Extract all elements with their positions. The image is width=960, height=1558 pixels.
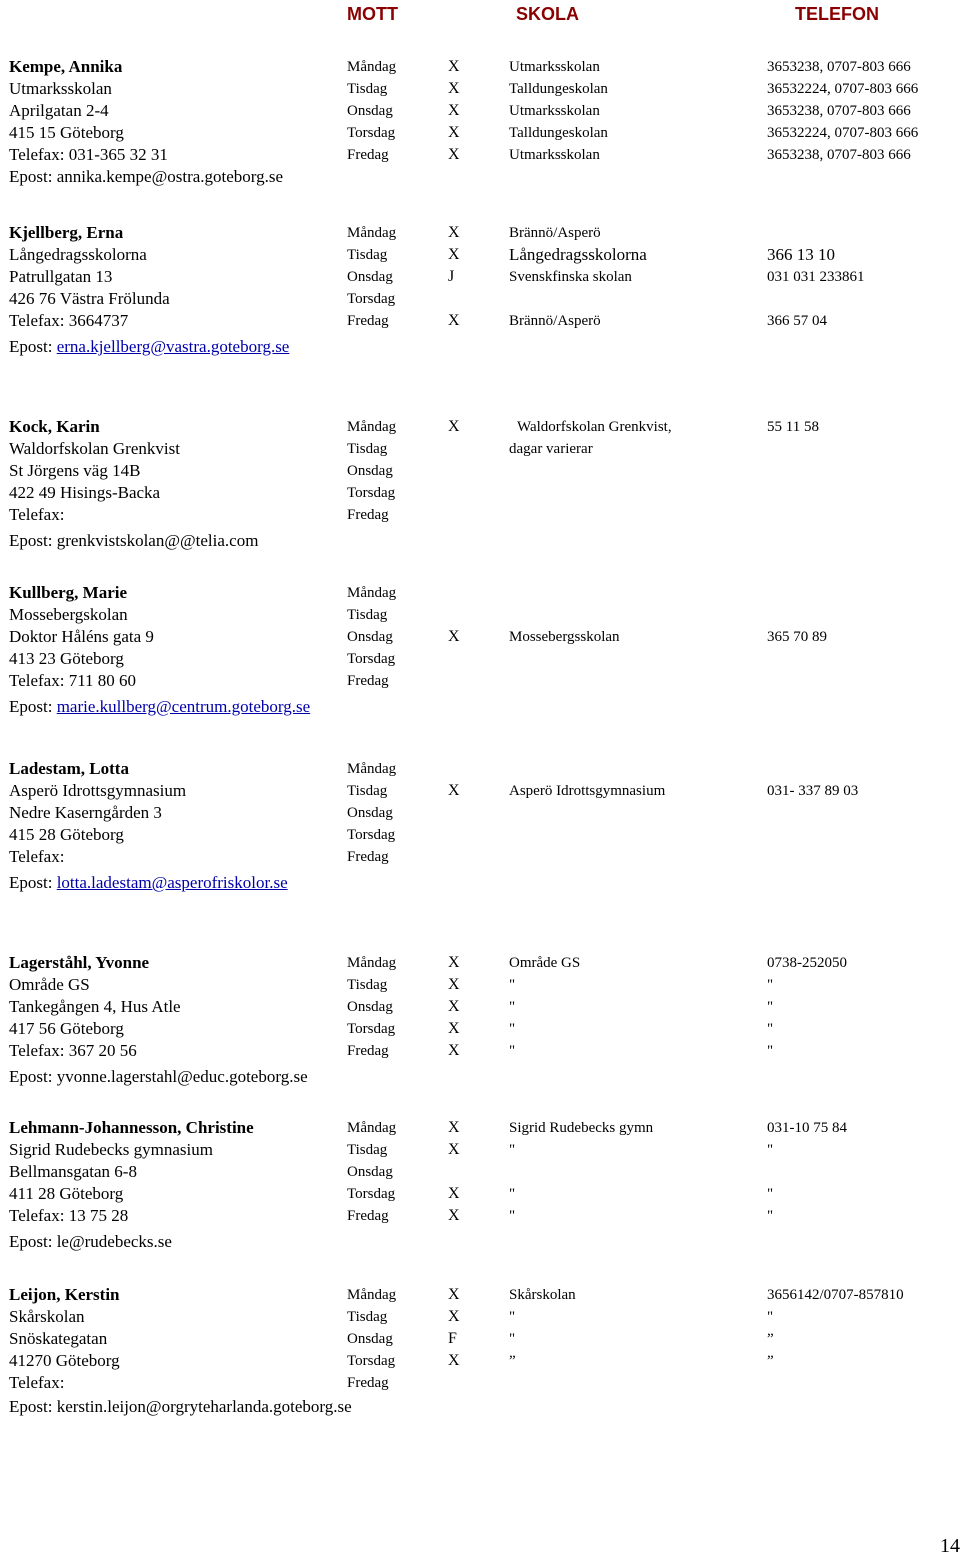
contact-entry	[0, 56, 960, 186]
weekday: Fredag	[347, 673, 389, 689]
attendance-mark: X	[448, 246, 460, 263]
school-phone: 366 13 10	[767, 245, 835, 264]
schedule-row	[0, 780, 960, 802]
contact-info: 422 49 Hisings-Backa	[9, 483, 161, 502]
contact-entry	[0, 1284, 960, 1416]
contact-info: 426 76 Västra Frölunda	[9, 289, 170, 308]
contact-info: Telefax:	[9, 847, 65, 866]
weekday: Fredag	[347, 849, 389, 865]
weekday: Torsdag	[347, 485, 396, 501]
email-line	[9, 1231, 172, 1253]
school-name: "	[509, 1331, 516, 1347]
contact-info: Bellmansgatan 6-8	[9, 1162, 137, 1181]
school-name: ”	[509, 1353, 516, 1369]
email-line	[9, 1066, 308, 1088]
schedule-row	[0, 266, 960, 288]
schedule-row	[0, 100, 960, 122]
email-line	[9, 872, 288, 894]
contact-info: Waldorfskolan Grenkvist	[9, 439, 180, 458]
attendance-mark: X	[448, 1119, 460, 1136]
contact-name: Ladestam, Lotta	[9, 759, 129, 778]
attendance-mark: X	[448, 124, 460, 141]
weekday: Torsdag	[347, 1186, 396, 1202]
school-phone: 3653238, 0707-803 666	[767, 147, 911, 163]
schedule-row	[0, 996, 960, 1018]
contact-info: Patrullgatan 13	[9, 267, 113, 286]
weekday: Måndag	[347, 419, 397, 435]
schedule-row	[0, 1139, 960, 1161]
school-name: Talldungeskolan	[509, 125, 608, 141]
schedule-row	[0, 1018, 960, 1040]
email-line	[9, 1396, 352, 1418]
school-phone: "	[767, 1043, 774, 1059]
weekday: Onsdag	[347, 1164, 393, 1180]
contact-info: Telefax: 367 20 56	[9, 1041, 137, 1060]
email-address: grenkvistskolan@@telia.com	[56, 531, 259, 550]
weekday: Tisdag	[347, 977, 388, 993]
school-name: "	[509, 1043, 516, 1059]
contact-info: 417 56 Göteborg	[9, 1019, 124, 1038]
email-label: Epost:	[9, 873, 53, 892]
attendance-mark: X	[448, 782, 460, 799]
contact-info: Mossebergskolan	[9, 605, 128, 624]
attendance-mark: X	[448, 1020, 460, 1037]
attendance-mark: X	[448, 224, 460, 241]
contact-info: Asperö Idrottsgymnasium	[9, 781, 187, 800]
contact-entry	[0, 416, 960, 550]
header-mott: MOTT	[347, 4, 398, 24]
attendance-mark: X	[448, 312, 460, 329]
schedule-row	[0, 1372, 960, 1394]
schedule-row	[0, 604, 960, 626]
school-name: Brännö/Asperö	[509, 225, 601, 241]
school-phone: ”	[767, 1353, 774, 1369]
contact-name: Kjellberg, Erna	[9, 223, 124, 242]
school-name: Svenskfinska skolan	[509, 269, 632, 285]
contact-info: Telefax: 3664737	[9, 311, 129, 330]
contact-info: Utmarksskolan	[9, 79, 112, 98]
schedule-row	[0, 1040, 960, 1062]
school-phone: 0738-252050	[767, 955, 847, 971]
email-label: Epost:	[9, 1067, 53, 1086]
email-label: Epost:	[9, 167, 53, 186]
attendance-mark: X	[448, 1141, 460, 1158]
school-phone: 3653238, 0707-803 666	[767, 59, 911, 75]
schedule-row	[0, 1117, 960, 1139]
contact-info: Tankegången 4, Hus Atle	[9, 997, 181, 1016]
schedule-row	[0, 78, 960, 100]
contact-name: Kullberg, Marie	[9, 583, 128, 602]
attendance-mark: X	[448, 1352, 460, 1369]
school-name: Område GS	[509, 955, 581, 971]
weekday: Onsdag	[347, 999, 393, 1015]
contact-info: Nedre Kaserngården 3	[9, 803, 162, 822]
school-name: Asperö Idrottsgymnasium	[509, 783, 666, 799]
contact-name: Leijon, Kerstin	[9, 1285, 120, 1304]
weekday: Onsdag	[347, 805, 393, 821]
weekday: Onsdag	[347, 463, 393, 479]
schedule-row	[0, 460, 960, 482]
weekday: Fredag	[347, 1208, 389, 1224]
school-phone: ”	[767, 1331, 774, 1347]
contact-info: Telefax: 031-365 32 31	[9, 145, 168, 164]
school-name: Mossebergsskolan	[509, 629, 620, 645]
attendance-mark: X	[448, 628, 460, 645]
attendance-mark: X	[448, 146, 460, 163]
attendance-mark: X	[448, 954, 460, 971]
schedule-row	[0, 1350, 960, 1372]
contact-name: Lehmann-Johannesson, Christine	[9, 1118, 254, 1137]
school-name: Skårskolan	[509, 1287, 576, 1303]
schedule-row	[0, 310, 960, 332]
email-line	[9, 166, 283, 188]
weekday: Tisdag	[347, 607, 388, 623]
schedule-row	[0, 626, 960, 648]
email-label: Epost:	[9, 1232, 53, 1251]
contact-info: Doktor Håléns gata 9	[9, 627, 154, 646]
schedule-row	[0, 802, 960, 824]
contact-info: Område GS	[9, 975, 90, 994]
school-name: Brännö/Asperö	[509, 313, 601, 329]
weekday: Tisdag	[347, 1309, 388, 1325]
school-name: "	[509, 1208, 516, 1224]
weekday: Torsdag	[347, 651, 396, 667]
schedule-row	[0, 670, 960, 692]
contact-info: Snöskategatan	[9, 1329, 108, 1348]
school-phone: 031- 337 89 03	[767, 783, 859, 799]
weekday: Onsdag	[347, 1331, 393, 1347]
schedule-row	[0, 122, 960, 144]
school-phone: 3656142/0707-857810	[767, 1287, 904, 1303]
school-name: Utmarksskolan	[509, 147, 600, 163]
page-number: 14	[940, 1535, 960, 1557]
weekday: Måndag	[347, 1120, 397, 1136]
schedule-row	[0, 758, 960, 780]
contact-info: Sigrid Rudebecks gymnasium	[9, 1140, 213, 1159]
schedule-row	[0, 144, 960, 166]
attendance-mark: X	[448, 1185, 460, 1202]
contact-name: Lagerståhl, Yvonne	[9, 953, 150, 972]
contact-info: 41270 Göteborg	[9, 1351, 120, 1370]
contact-info: Telefax: 711 80 60	[9, 671, 137, 690]
column-header	[0, 4, 960, 26]
email-address[interactable]: marie.kullberg@centrum.goteborg.se	[56, 697, 311, 716]
schedule-row	[0, 438, 960, 460]
schedule-row	[0, 1183, 960, 1205]
attendance-mark: X	[448, 418, 460, 435]
attendance-mark: X	[448, 1207, 460, 1224]
weekday: Tisdag	[347, 81, 388, 97]
school-phone: 3653238, 0707-803 666	[767, 103, 911, 119]
contact-info: Långedragsskolorna	[9, 245, 147, 264]
attendance-mark: X	[448, 1286, 460, 1303]
schedule-row	[0, 56, 960, 78]
school-phone: "	[767, 977, 774, 993]
schedule-row	[0, 1161, 960, 1183]
school-phone: 031-10 75 84	[767, 1120, 847, 1136]
school-name: Sigrid Rudebecks gymn	[509, 1120, 654, 1136]
attendance-mark: X	[448, 102, 460, 119]
contact-name: Kock, Karin	[9, 417, 100, 436]
schedule-row	[0, 648, 960, 670]
header-telefon: TELEFON	[795, 4, 879, 24]
school-name: Talldungeskolan	[509, 81, 608, 97]
weekday: Tisdag	[347, 783, 388, 799]
contact-info: 415 28 Göteborg	[9, 825, 124, 844]
weekday: Onsdag	[347, 103, 393, 119]
email-label: Epost:	[9, 1397, 53, 1416]
schedule-row	[0, 582, 960, 604]
contact-info: 413 23 Göteborg	[9, 649, 124, 668]
email-line	[9, 696, 310, 718]
weekday: Måndag	[347, 59, 397, 75]
weekday: Måndag	[347, 761, 397, 777]
weekday: Fredag	[347, 507, 389, 523]
email-label: Epost:	[9, 697, 53, 716]
email-label: Epost:	[9, 337, 53, 356]
school-name: "	[509, 1309, 516, 1325]
email-address: le@rudebecks.se	[56, 1232, 172, 1251]
schedule-row	[0, 846, 960, 868]
school-phone: "	[767, 1186, 774, 1202]
school-name: "	[509, 977, 516, 993]
contact-name: Kempe, Annika	[9, 57, 123, 76]
contact-entry	[0, 1117, 960, 1251]
contact-info: St Jörgens väg 14B	[9, 461, 141, 480]
school-phone: 36532224, 0707-803 666	[767, 125, 919, 141]
attendance-mark: X	[448, 976, 460, 993]
school-phone: 36532224, 0707-803 666	[767, 81, 919, 97]
weekday: Tisdag	[347, 1142, 388, 1158]
school-phone: "	[767, 1021, 774, 1037]
school-name: Utmarksskolan	[509, 103, 600, 119]
school-name: dagar varierar	[509, 441, 593, 457]
schedule-row	[0, 244, 960, 266]
schedule-row	[0, 482, 960, 504]
contact-info: Aprilgatan 2-4	[9, 101, 109, 120]
schedule-row	[0, 1205, 960, 1227]
attendance-mark: J	[448, 268, 455, 285]
school-phone: "	[767, 1208, 774, 1224]
school-phone: 365 70 89	[767, 629, 827, 645]
weekday: Torsdag	[347, 125, 396, 141]
weekday: Torsdag	[347, 1353, 396, 1369]
email-address: annika.kempe@ostra.goteborg.se	[56, 167, 284, 186]
weekday: Fredag	[347, 1375, 389, 1391]
attendance-mark: X	[448, 80, 460, 97]
weekday: Torsdag	[347, 1021, 396, 1037]
weekday: Torsdag	[347, 827, 396, 843]
school-name: "	[509, 1186, 516, 1202]
email-line	[9, 530, 258, 552]
email-address: yvonne.lagerstahl@educ.goteborg.se	[56, 1067, 308, 1086]
schedule-row	[0, 1306, 960, 1328]
weekday: Torsdag	[347, 291, 396, 307]
schedule-row	[0, 1328, 960, 1350]
school-name: Waldorfskolan Grenkvist,	[517, 419, 672, 435]
weekday: Tisdag	[347, 441, 388, 457]
contact-info: Telefax:	[9, 1373, 65, 1392]
contact-info: 411 28 Göteborg	[9, 1184, 124, 1203]
weekday: Fredag	[347, 313, 389, 329]
school-name: Utmarksskolan	[509, 59, 600, 75]
contact-info: Telefax:	[9, 505, 65, 524]
contact-info: Telefax: 13 75 28	[9, 1206, 129, 1225]
attendance-mark: X	[448, 1308, 460, 1325]
email-line	[9, 336, 289, 358]
email-label: Epost:	[9, 531, 53, 550]
school-phone: 031 031 233861	[767, 269, 865, 285]
weekday: Onsdag	[347, 269, 393, 285]
school-phone: "	[767, 999, 774, 1015]
weekday: Fredag	[347, 1043, 389, 1059]
weekday: Måndag	[347, 1287, 397, 1303]
school-phone: 55 11 58	[767, 419, 819, 435]
weekday: Måndag	[347, 955, 397, 971]
weekday: Onsdag	[347, 629, 393, 645]
school-name: Långedragsskolorna	[509, 245, 647, 264]
contact-entry	[0, 758, 960, 892]
header-skola: SKOLA	[516, 4, 579, 24]
school-name: "	[509, 999, 516, 1015]
attendance-mark: X	[448, 998, 460, 1015]
email-address[interactable]: erna.kjellberg@vastra.goteborg.se	[56, 337, 290, 356]
schedule-row	[0, 1284, 960, 1306]
contact-entry	[0, 952, 960, 1086]
attendance-mark: X	[448, 1042, 460, 1059]
school-phone: 366 57 04	[767, 313, 827, 329]
contact-info: 415 15 Göteborg	[9, 123, 124, 142]
attendance-mark: X	[448, 58, 460, 75]
weekday: Fredag	[347, 147, 389, 163]
schedule-row	[0, 952, 960, 974]
weekday: Tisdag	[347, 247, 388, 263]
school-phone: "	[767, 1309, 774, 1325]
weekday: Måndag	[347, 585, 397, 601]
schedule-row	[0, 222, 960, 244]
weekday: Måndag	[347, 225, 397, 241]
schedule-row	[0, 504, 960, 526]
contact-info: Skårskolan	[9, 1307, 85, 1326]
schedule-row	[0, 824, 960, 846]
schedule-row	[0, 416, 960, 438]
school-name: "	[509, 1142, 516, 1158]
school-phone: "	[767, 1142, 774, 1158]
contact-entry	[0, 222, 960, 356]
contact-entry	[0, 582, 960, 716]
attendance-mark: F	[448, 1330, 457, 1347]
email-address[interactable]: lotta.ladestam@asperofriskolor.se	[56, 873, 288, 892]
schedule-row	[0, 288, 960, 310]
email-address: kerstin.leijon@orgryteharlanda.goteborg.se	[56, 1397, 352, 1416]
schedule-row	[0, 974, 960, 996]
school-name: "	[509, 1021, 516, 1037]
